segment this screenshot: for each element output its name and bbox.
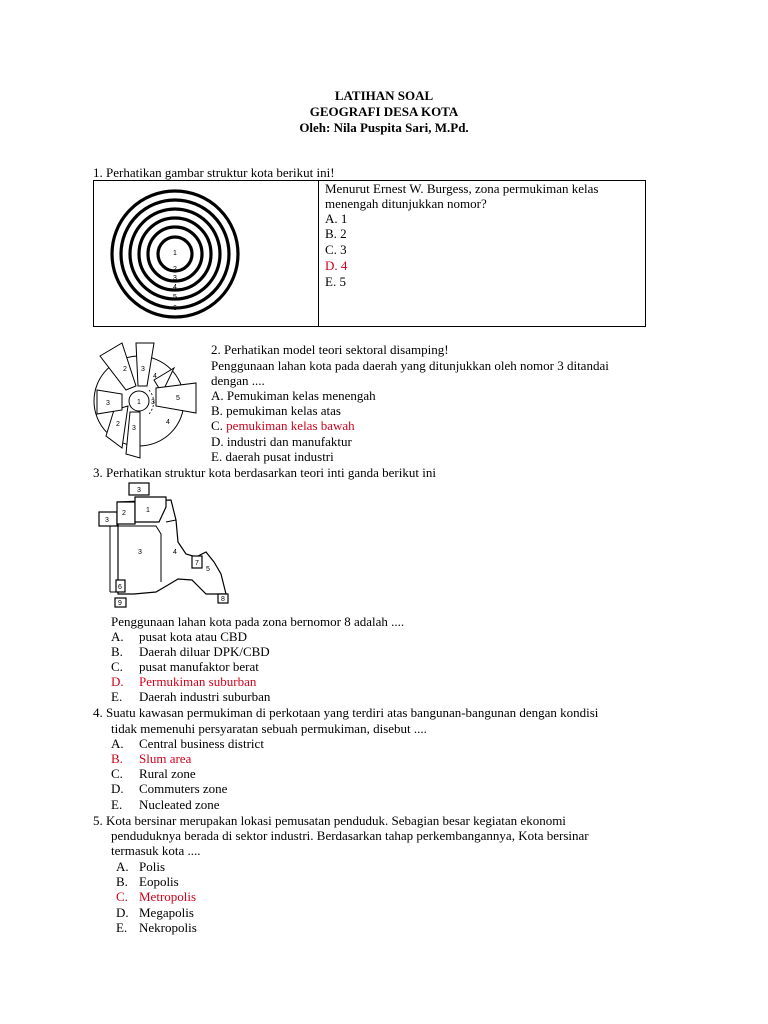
q4-option-a: A. Central business district (111, 736, 264, 751)
title-line-1: LATIHAN SOAL (334, 88, 434, 103)
q1-table-divider (318, 181, 319, 326)
q1-question-line-1: Menurut Ernest W. Burgess, zona permukiman kelas (325, 181, 599, 196)
zone-1-cbd (135, 497, 166, 522)
q5-option-e: E. Nekropolis (116, 920, 197, 935)
q4-option-b-answer: B. Slum area (111, 751, 192, 766)
sector-label: 2 (116, 421, 120, 428)
q2-option-c-answer: pemukiman kelas bawah (226, 418, 355, 433)
zone-2 (117, 502, 135, 524)
q2-option-d: D. industri dan manufaktur (211, 434, 352, 449)
q4-option-d: D. Commuters zone (111, 781, 228, 796)
q3-intro: 3. Perhatikan struktur kota berdasarkan teori inti ganda berikut ini (93, 465, 436, 480)
sector-label: 1 (137, 399, 141, 406)
ring-label: 5 (173, 294, 177, 301)
q1-option-b: B. 2 (325, 226, 347, 241)
zone-label: 6 (118, 584, 122, 591)
q1-option-a: A. 1 (325, 211, 348, 226)
q1-question-line-2: menengah ditunjukkan nomor? (325, 196, 487, 211)
q5-option-a: A. Polis (116, 859, 166, 874)
ring-label: 3 (173, 275, 177, 282)
zone-label: 8 (221, 596, 225, 603)
q1-intro: 1. Perhatikan gambar struktur kota berikut ini! (93, 165, 335, 180)
zone-label: 7 (195, 560, 199, 567)
zone-label: 5 (206, 566, 210, 573)
multiple-nuclei-diagram (96, 482, 236, 610)
ring-label: 2 (173, 266, 177, 273)
q3-option-e: E. Daerah industri suburban (111, 689, 271, 704)
zone-label: 3 (105, 517, 109, 524)
title-line-2: GEOGRAFI DESA KOTA (309, 104, 459, 119)
ring-label: 1 (173, 250, 177, 257)
q3-option-c: C. pusat manufaktor berat (111, 659, 259, 674)
q4-question-line-2: tidak memenuhi persyaratan sebuah permukiman, disebut .... (111, 721, 427, 736)
q1-option-e: E. 5 (325, 274, 346, 289)
sector-label: 3 (132, 425, 136, 432)
q4-option-e: E. Nucleated zone (111, 797, 220, 812)
q5-option-d: D. Megapolis (116, 905, 194, 920)
q3-option-a: A. pusat kota atau CBD (111, 629, 247, 644)
ring-label: 4 (173, 284, 177, 291)
q1-option-c: C. 3 (325, 242, 347, 257)
sector-label: 4 (153, 373, 157, 380)
sector-label: 3 (151, 399, 155, 406)
q4-question-line-1: 4. Suatu kawasan permukiman di perkotaan yang terdiri atas bangunan-bangunan dengan kondisi (93, 705, 599, 720)
zone-label: 9 (118, 600, 122, 607)
q5-question-line-3: termasuk kota .... (111, 843, 201, 858)
sector-label: 4 (166, 419, 170, 426)
q2-option-e: E. daerah pusat industri (211, 449, 334, 464)
sector-label: 3 (106, 400, 110, 407)
q1-option-d-answer: D. 4 (325, 258, 348, 273)
q2-option-c-letter: C. (211, 418, 223, 433)
q5-option-b: B. Eopolis (116, 874, 179, 889)
q2-intro: 2. Perhatikan model teori sektoral disamping! (211, 342, 449, 357)
q2-question-line-1: Penggunaan lahan kota pada daerah yang ditunjukkan oleh nomor 3 ditandai (211, 358, 609, 373)
sector-label: 3 (141, 366, 145, 373)
sector-model-diagram (92, 338, 202, 463)
q2-option-b: B. pemukiman kelas atas (211, 403, 341, 418)
author-line: Oleh: Nila Puspita Sari, M.Pd. (299, 120, 469, 135)
concentric-zone-diagram (106, 189, 241, 324)
q3-option-d-answer: D. Permukiman suburban (111, 674, 257, 689)
q3-option-b: B. Daerah diluar DPK/CBD (111, 644, 270, 659)
q2-option-c (211, 418, 355, 433)
ring-label: 6 (173, 305, 177, 312)
zone-label: 3 (138, 549, 142, 556)
q4-option-c: C. Rural zone (111, 766, 196, 781)
sector-label: 5 (176, 395, 180, 402)
zone-label: 3 (137, 487, 141, 494)
zone-label: 2 (122, 510, 126, 517)
q5-question-line-2: penduduknya berada di sektor industri. Berdasarkan tahap perkembangannya, Kota bersinar (111, 828, 589, 843)
zone-label: 1 (146, 507, 150, 514)
q2-option-a: A. Pemukiman kelas menengah (211, 388, 376, 403)
q5-option-c-answer: C. Metropolis (116, 889, 197, 904)
q3-question: Penggunaan lahan kota pada zona bernomor 8 adalah .... (111, 614, 405, 629)
sector-label: 2 (123, 366, 127, 373)
zone-label: 4 (173, 549, 177, 556)
q5-question-line-1: 5. Kota bersinar merupakan lokasi pemusatan penduduk. Sebagian besar kegiatan ekonomi (93, 813, 566, 828)
q2-question-line-2: dengan .... (211, 373, 265, 388)
